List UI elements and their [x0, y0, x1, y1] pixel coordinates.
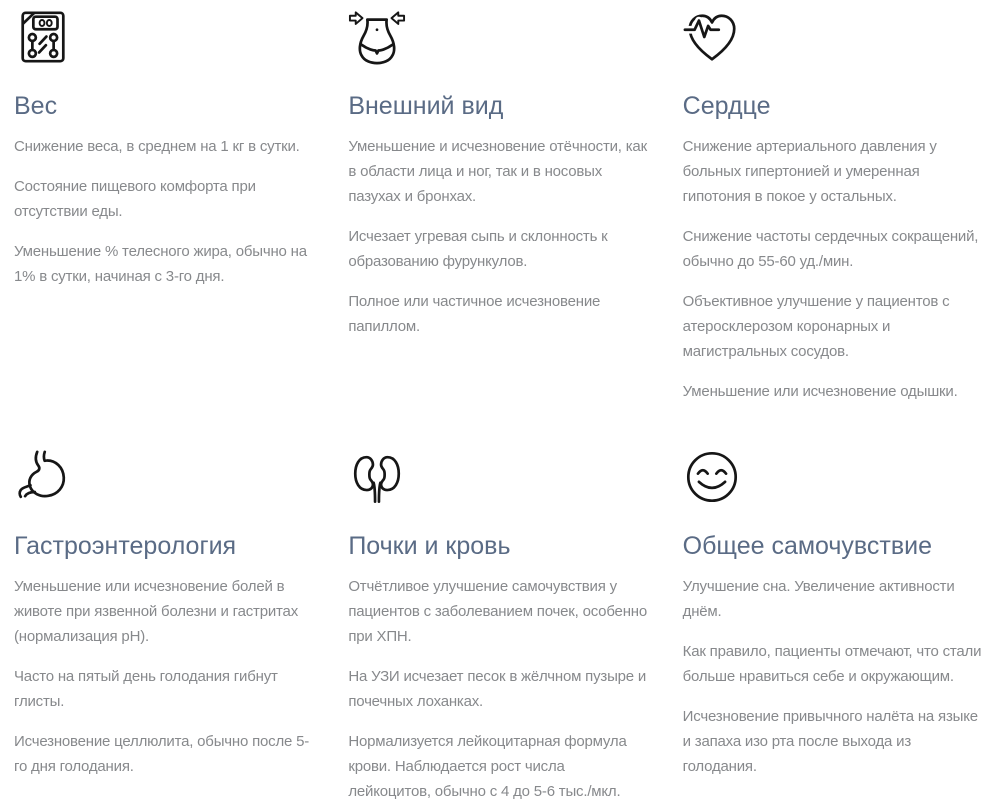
slim-body-icon	[348, 8, 648, 66]
card-paragraph: Как правило, пациенты отмечают, что стали больше нравиться себе и окружающим.	[682, 643, 982, 685]
card-paragraph: Часто на пятый день голодания гибнут глисты.	[14, 668, 278, 710]
card-paragraph: Исчезает угревая сыпь и склонность к образованию фурункулов.	[348, 228, 608, 270]
card-paragraph: Полное или частичное исчезновение папиллом.	[348, 293, 601, 335]
card-paragraph: Объективное улучшение у пациентов с атеросклерозом коронарных и магистральных сосудов.	[682, 293, 950, 360]
card-paragraph: Уменьшение % телесного жира, обычно на 1% в сутки, начиная с 3-го дня.	[14, 243, 307, 285]
card-paragraph: Состояние пищевого комфорта при отсутствии еды.	[14, 178, 256, 220]
card-heart	[683, 8, 983, 404]
card-title: Общее самочувствие	[682, 532, 933, 560]
card-paragraph: Исчезновение привычного налёта на языке и запаха изо рта после выхода из голодания.	[682, 708, 978, 775]
card-paragraph: Снижение веса, в среднем на 1 кг в сутки.	[14, 138, 300, 155]
card-title: Сердце	[682, 92, 771, 120]
kidneys-icon	[348, 448, 648, 506]
card-paragraph: Снижение артериального давления у больных гипертонией и умеренная гипотония в покое у остальных.	[682, 138, 937, 205]
card-paragraph: Уменьшение или исчезновение болей в животе при язвенной болезни и гастритах (нормализация pH).	[14, 578, 298, 645]
card-kidneys-blood	[348, 448, 648, 804]
card-paragraph: Снижение частоты сердечных сокращений, обычно до 55-60 уд./мин.	[682, 228, 979, 270]
card-paragraph: На УЗИ исчезает песок в жёлчном пузыре и почечных лоханках.	[348, 668, 647, 710]
card-title: Гастроэнтерология	[14, 532, 237, 560]
card-title: Внешний вид	[348, 92, 504, 120]
card-paragraph: Исчезновение целлюлита, обычно после 5-го дня голодания.	[14, 733, 310, 775]
card-title: Вес	[14, 92, 58, 120]
heart-pulse-icon	[683, 8, 983, 66]
card-paragraph: Нормализуется лейкоцитарная формула крови. Наблюдается рост числа лейкоцитов, обычно с 4 до 5-6 тыс./мкл.	[348, 733, 627, 800]
card-wellbeing	[683, 448, 983, 804]
stomach-icon	[14, 448, 314, 506]
card-appearance	[348, 8, 648, 404]
card-gastroenterology	[14, 448, 314, 804]
card-paragraph: Уменьшение и исчезновение отёчности, как в области лица и ног, так и в носовых пазухах и бронхах.	[348, 138, 647, 205]
scale-icon	[14, 8, 314, 66]
card-paragraph: Отчётливое улучшение самочувствия у пациентов с заболеванием почек, особенно при ХПН.	[348, 578, 648, 645]
smiley-face-icon	[683, 448, 983, 506]
card-weight	[14, 8, 314, 404]
card-paragraph: Уменьшение или исчезновение одышки.	[682, 383, 958, 400]
card-title: Почки и кровь	[348, 532, 511, 560]
card-paragraph: Улучшение сна. Увеличение активности днём.	[682, 578, 955, 620]
